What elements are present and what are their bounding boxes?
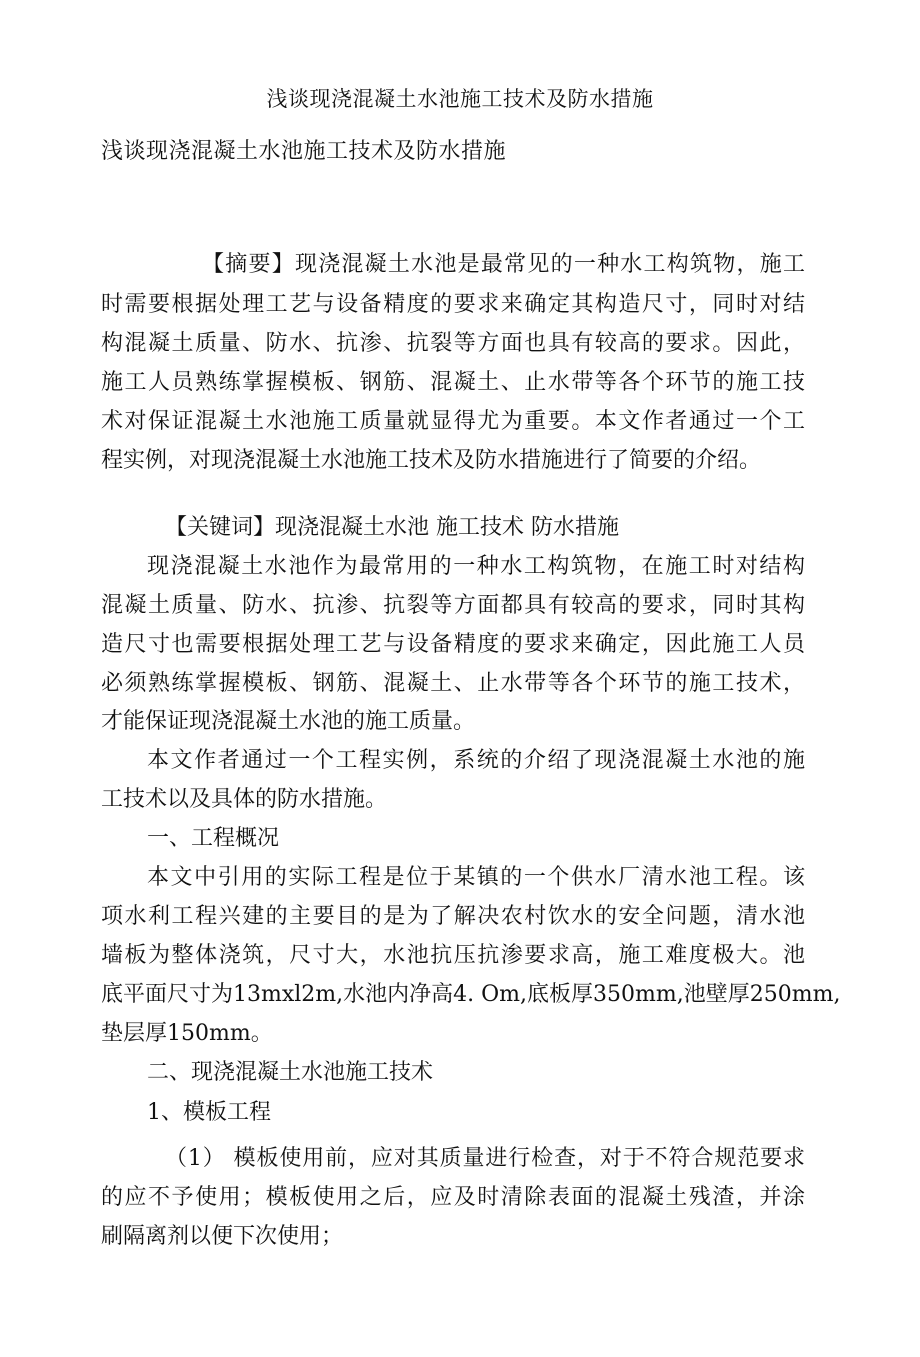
intro-line: 才能保证现浇混凝土水池的施工质量。 [101, 709, 476, 734]
item-line: 刷隔离剂以便下次使用； [101, 1224, 344, 1249]
abstract-line: 构混凝土质量、防水、抗渗、抗裂等方面也具有较高的要求。因此， [101, 331, 805, 356]
item-line: 的应不予使用；模板使用之后，应及时清除表面的混凝土残渣，并涂 [101, 1185, 805, 1210]
section1-line: 垫层厚150mm。 [101, 1021, 273, 1046]
purpose-line: 本文作者通过一个工程实例，系统的介绍了现浇混凝土水池的施 [147, 748, 805, 773]
subsection-heading: 1、模板工程 [147, 1100, 271, 1125]
document-subtitle: 浅谈现浇混凝土水池施工技术及防水措施 [101, 139, 507, 164]
intro-line: 必须熟练掌握模板、钢筋、混凝土、止水带等各个环节的施工技术， [101, 671, 805, 696]
intro-line: 现浇混凝土水池作为最常用的一种水工构筑物，在施工时对结构 [147, 554, 805, 579]
section1-line: 本文中引用的实际工程是位于某镇的一个供水厂清水池工程。该 [147, 865, 805, 890]
section1-line: 底平面尺寸为13mxl2m,水池内净高4. Om,底板厚350mm,池壁厚250mm, [101, 982, 841, 1007]
intro-line: 混凝土质量、防水、抗渗、抗裂等方面都具有较高的要求，同时其构 [101, 593, 805, 618]
section-heading: 二、现浇混凝土水池施工技术 [147, 1060, 434, 1085]
abstract-line: 术对保证混凝土水池施工质量就显得尤为重要。本文作者通过一个工 [101, 409, 805, 434]
purpose-line: 工技术以及具体的防水措施。 [101, 787, 388, 812]
intro-line: 造尺寸也需要根据处理工艺与设备精度的要求来确定，因此施工人员 [101, 632, 805, 657]
document-title: 浅谈现浇混凝土水池施工技术及防水措施 [266, 87, 654, 111]
abstract-line: 【摘要】现浇混凝土水池是最常见的一种水工构筑物，施工 [202, 252, 805, 277]
section-heading: 一、工程概况 [147, 826, 280, 851]
section1-line: 项水利工程兴建的主要目的是为了解决农村饮水的安全问题，清水池 [101, 904, 805, 929]
abstract-line: 施工人员熟练掌握模板、钢筋、混凝土、止水带等各个环节的施工技 [101, 370, 805, 395]
item-line: （1） 模板使用前，应对其质量进行检查，对于不符合规范要求 [165, 1146, 805, 1171]
abstract-line: 程实例，对现浇混凝土水池施工技术及防水措施进行了简要的介绍。 [101, 448, 762, 473]
abstract-line: 时需要根据处理工艺与设备精度的要求来确定其构造尺寸，同时对结 [101, 292, 805, 317]
section1-line: 墙板为整体浇筑，尺寸大，水池抗压抗渗要求高，施工难度极大。池 [101, 943, 805, 968]
keywords-line: 【关键词】现浇混凝土水池 施工技术 防水措施 [165, 515, 619, 540]
